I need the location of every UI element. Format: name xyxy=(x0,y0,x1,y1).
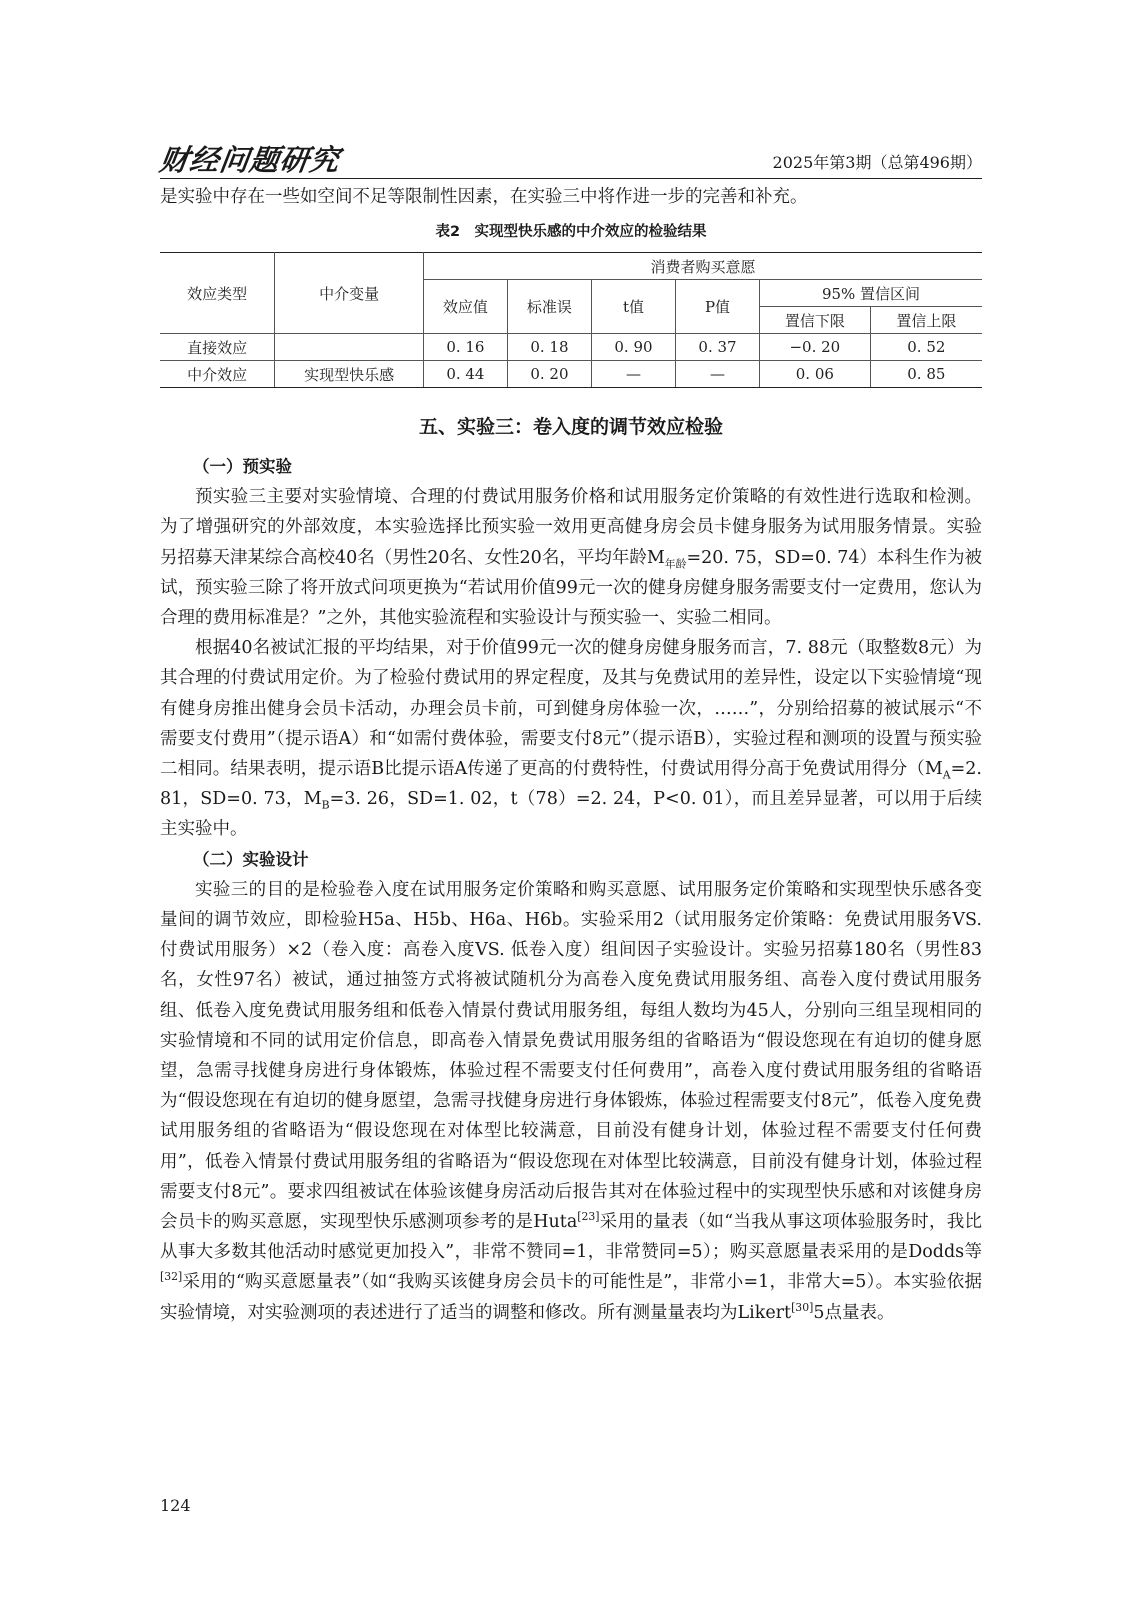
cell-mediator xyxy=(275,334,424,361)
cell-p: — xyxy=(675,361,759,388)
cell-t: — xyxy=(591,361,675,388)
subsection-design-title: （二）实验设计 xyxy=(193,849,309,869)
header-t: t值 xyxy=(591,280,675,334)
cell-ci-high: 0. 85 xyxy=(870,361,982,388)
cell-se: 0. 18 xyxy=(507,334,591,361)
cell-ci-low: 0. 06 xyxy=(760,361,871,388)
page-number: 124 xyxy=(160,1496,191,1515)
cell-effect: 0. 16 xyxy=(423,334,507,361)
citation-ref: [30] xyxy=(791,1300,814,1314)
intro-line: 是实验中存在一些如空间不足等限制性因素，在实验三中将作进一步的完善和补充。 xyxy=(160,187,808,207)
table-row xyxy=(160,361,982,388)
header-ci-high: 置信上限 xyxy=(870,307,982,334)
cell-mediator: 实现型快乐感 xyxy=(275,361,424,388)
section-title: 五、实验三：卷入度的调节效应检验 xyxy=(418,416,723,438)
cell-ci-high: 0. 52 xyxy=(870,334,982,361)
paragraph-design: 实验三的目的是检验卷入度在试用服务定价策略和购买意愿、试用服务定价策略和实现型快乐感各变量间的调节效应，即检验H5a、H5b、H6a、H6b。实验采用2（试用服务定价策略：免费试用服务VS. 付费试用服务）×2（卷入度：高卷入度VS. 低卷入度）组间因子实验设计。实验另招募180名（男性83名，女性97名）被试，通过抽签方式将被试随机分为高卷入度免费试用服务组、高卷入度付费试用服务组、低卷入度免费试用服务组和低卷入情景付费试用服务组，每组人数均为45人，分别向三组呈现相同的实验情境和不同的试用定价信息，即高卷入情景免费试用服务组的省略语为“假设您现在有迫切的健身愿望，急需寻找健身房进行身体锻炼，体验过程不需要支付任何费用”，高卷入度付费试用服务组的省略语为“假设您现在有迫切的健身愿望，急需寻找健身房进行身体锻炼，体验过程需要支付8元”，低卷入度免费试用服务组的省略语为“假设您现在对体型比较满意，目前没有健身计划，体验过程不需要支付任何费用”，低卷入情景付费试用服务组的省略语为“假设您现在对体型比较满意，目前没有健身计划，体验过程需要支付8元”。要求四组被试在体验该健身房活动后报告其对在体验过程中的实现型快乐感和对该健身房会员卡的购买意愿，实现型快乐感测项参考的是Huta[23]采用的量表（如“当我从事这项体验服务时，我比从事大多数其他活动时感觉更加投入”，非常不赞同=1，非常赞同=5）；购买意愿量表采用的是Dodds等[32]采用的“购买意愿量表”（如“我购买该健身房会员卡的可能性是”，非常小=1，非常大=5）。本实验依据实验情境，对实验测项的表述进行了适当的调整和修改。所有测量量表均为Likert[30]5点量表。 xyxy=(160,879,982,1323)
subsection-pretest-title: （一）预实验 xyxy=(193,457,292,476)
main-text xyxy=(160,452,982,1328)
citation-ref: [32] xyxy=(160,1270,183,1284)
header-ci: 95% 置信区间 xyxy=(760,280,982,307)
paragraph-pretest: 预实验三主要对实验情境、合理的付费试用服务价格和试用服务定价策略的有效性进行选取和检测。为了增强研究的外部效度，本实验选择比预实验一效用更高健身房会员卡健身服务为试用服务情景。实验另招募天津某综合高校40名（男性20名、女性20名，平均年龄$M_{年龄}=20$. 75，SD=0. 74）本科生作为被试，预实验三除了将开放式问项更换为“若试用价值99元一次的健身房健身服务需要支付一定费用，您认为合理的费用标准是？”之外，其他实验流程和实验设计与预实验一、实验二相同。 xyxy=(160,487,982,629)
cell-effect: 0. 44 xyxy=(423,361,507,388)
table-row xyxy=(160,334,982,361)
issue-info: 2025年第3期（总第496期） xyxy=(772,153,982,172)
header-p: P值 xyxy=(675,280,759,334)
citation-ref: [23] xyxy=(577,1210,600,1224)
header-dv: 消费者购买意愿 xyxy=(423,253,982,280)
table-caption: 表2 实现型快乐感的中介效应的检验结果 xyxy=(435,224,707,240)
cell-p: 0. 37 xyxy=(675,334,759,361)
cell-type: 中介效应 xyxy=(160,361,275,388)
header-ci-low: 置信下限 xyxy=(760,307,871,334)
header-se: 标准误 xyxy=(507,280,591,334)
paragraph-pretest-results: 根据40名被试汇报的平均结果，对于价值99元一次的健身房健身服务而言，7. 88元（取整数8元）为其合理的付费试用定价。为了检验付费试用的界定程度，及其与免费试用的差异性，设定以下实验情境“现有健身房推出健身会员卡活动，办理会员卡前，可到健身房体验一次，……”，分别给招募的被试展示“不需要支付费用”（提示语A）和“如需付费体验，需要支付8元”（提示语B），实验过程和测项的设置与预实验二相同。结果表明，提示语B比提示语A传递了更高的付费特性，付费试用得分高于免费试用得分（$M_A=2$. 81，SD=0. 73，$M_B=3$. 26，SD=1. 02，t（78）=2. 24，P<0. 01），而且差异显著，可以用于后续主实验中。 xyxy=(160,638,982,840)
intro-text xyxy=(160,182,982,212)
results-table xyxy=(160,252,982,388)
header-effect-value: 效应值 xyxy=(423,280,507,334)
journal-logo: 财经问题研究 xyxy=(157,143,343,177)
cell-type: 直接效应 xyxy=(160,334,275,361)
header-effect-type: 效应类型 xyxy=(160,253,275,334)
cell-se: 0. 20 xyxy=(507,361,591,388)
cell-t: 0. 90 xyxy=(591,334,675,361)
page-header xyxy=(157,138,982,179)
cell-ci-low: −0. 20 xyxy=(760,334,871,361)
header-mediator: 中介变量 xyxy=(275,253,424,334)
